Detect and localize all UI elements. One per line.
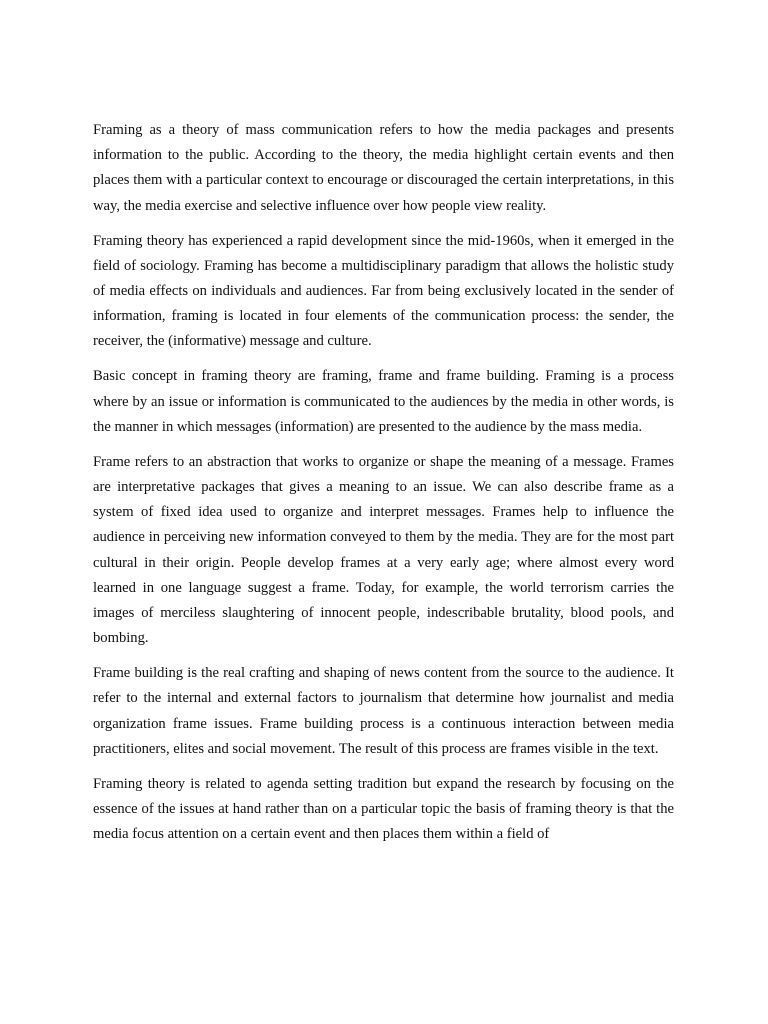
paragraph: Basic concept in framing theory are framing, frame and frame building. Framing is a process where by an issue or information is communicated to the audiences by the media in other words, is the manner in which messages (information) are presented to the audience by the mass media. (93, 368, 674, 435)
paragraph: Frame building is the real crafting and shaping of news content from the source to the audience. It refer to the internal and external factors to journalism that determine how journalist and media organization frame issues. Frame building process is a continuous interaction between media practitioners, elites and social movement. The result of this process are frames visible in the text. (93, 665, 674, 757)
paragraph: Framing as a theory of mass communication refers to how the media packages and presents information to the public. According to the theory, the media highlight certain events and then places them with a particular context to encourage or discouraged the certain interpretations, in this way, the media exercise and selective influence over how people view reality. (93, 122, 674, 214)
paragraph: Framing theory has experienced a rapid development since the mid-1960s, when it emerged in the field of sociology. Framing has become a multidisciplinary paradigm that allows the holistic study of media effects on individuals and audiences. Far from being exclusively located in the sender of information, framing is located in four elements of the communication process: the sender, the receiver, the (informative) message and culture. (93, 232, 674, 350)
document-body (93, 118, 674, 857)
paragraph: Frame refers to an abstraction that works to organize or shape the meaning of a message. Frames are interpretative packages that gives a meaning to an issue. We can also describe frame as a system of fixed idea used to organize and interpret messages. Frames help to influence the audience in perceiving new information conveyed to them by the media. They are for the most part cultural in their origin. People develop frames at a very early age; where almost every word learned in one language suggest a frame. Today, for example, the world terrorism carries the images of merciless slaughtering of innocent people, indescribable brutality, blood pools, and bombing. (93, 453, 674, 647)
paragraph: Framing theory is related to agenda setting tradition but expand the research by focusing on the essence of the issues at hand rather than on a particular topic the basis of framing theory is that the media focus attention on a certain event and then places them within a field of (93, 775, 674, 843)
